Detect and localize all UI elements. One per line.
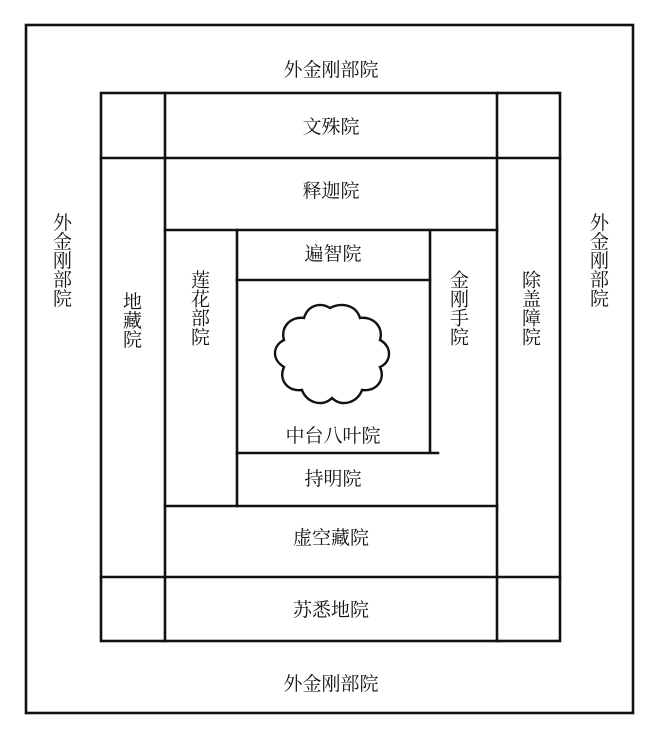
label-lianhua: 莲花部院: [188, 270, 210, 346]
eight-petal-lotus-icon: [275, 305, 389, 403]
label-chiming: 持明院: [304, 468, 362, 490]
label-dizang: 地藏院: [120, 291, 142, 349]
label-jingang-shou: 金刚手院: [447, 270, 469, 346]
label-outer-bottom: 外金刚部院: [283, 673, 379, 695]
label-zhongtai: 中台八叶院: [285, 425, 381, 447]
label-suxidi: 苏悉地院: [292, 599, 370, 621]
label-outer-left: 外金刚部院: [50, 212, 72, 308]
label-chugaizhang: 除盖障院: [519, 270, 541, 346]
label-bianzhi: 遍智院: [304, 243, 362, 265]
label-xukongzang: 虚空藏院: [292, 527, 370, 549]
label-shijia: 释迦院: [302, 180, 360, 202]
label-outer-right: 外金刚部院: [587, 212, 609, 308]
label-wenshu: 文殊院: [302, 116, 360, 138]
label-outer-top: 外金刚部院: [283, 59, 379, 81]
